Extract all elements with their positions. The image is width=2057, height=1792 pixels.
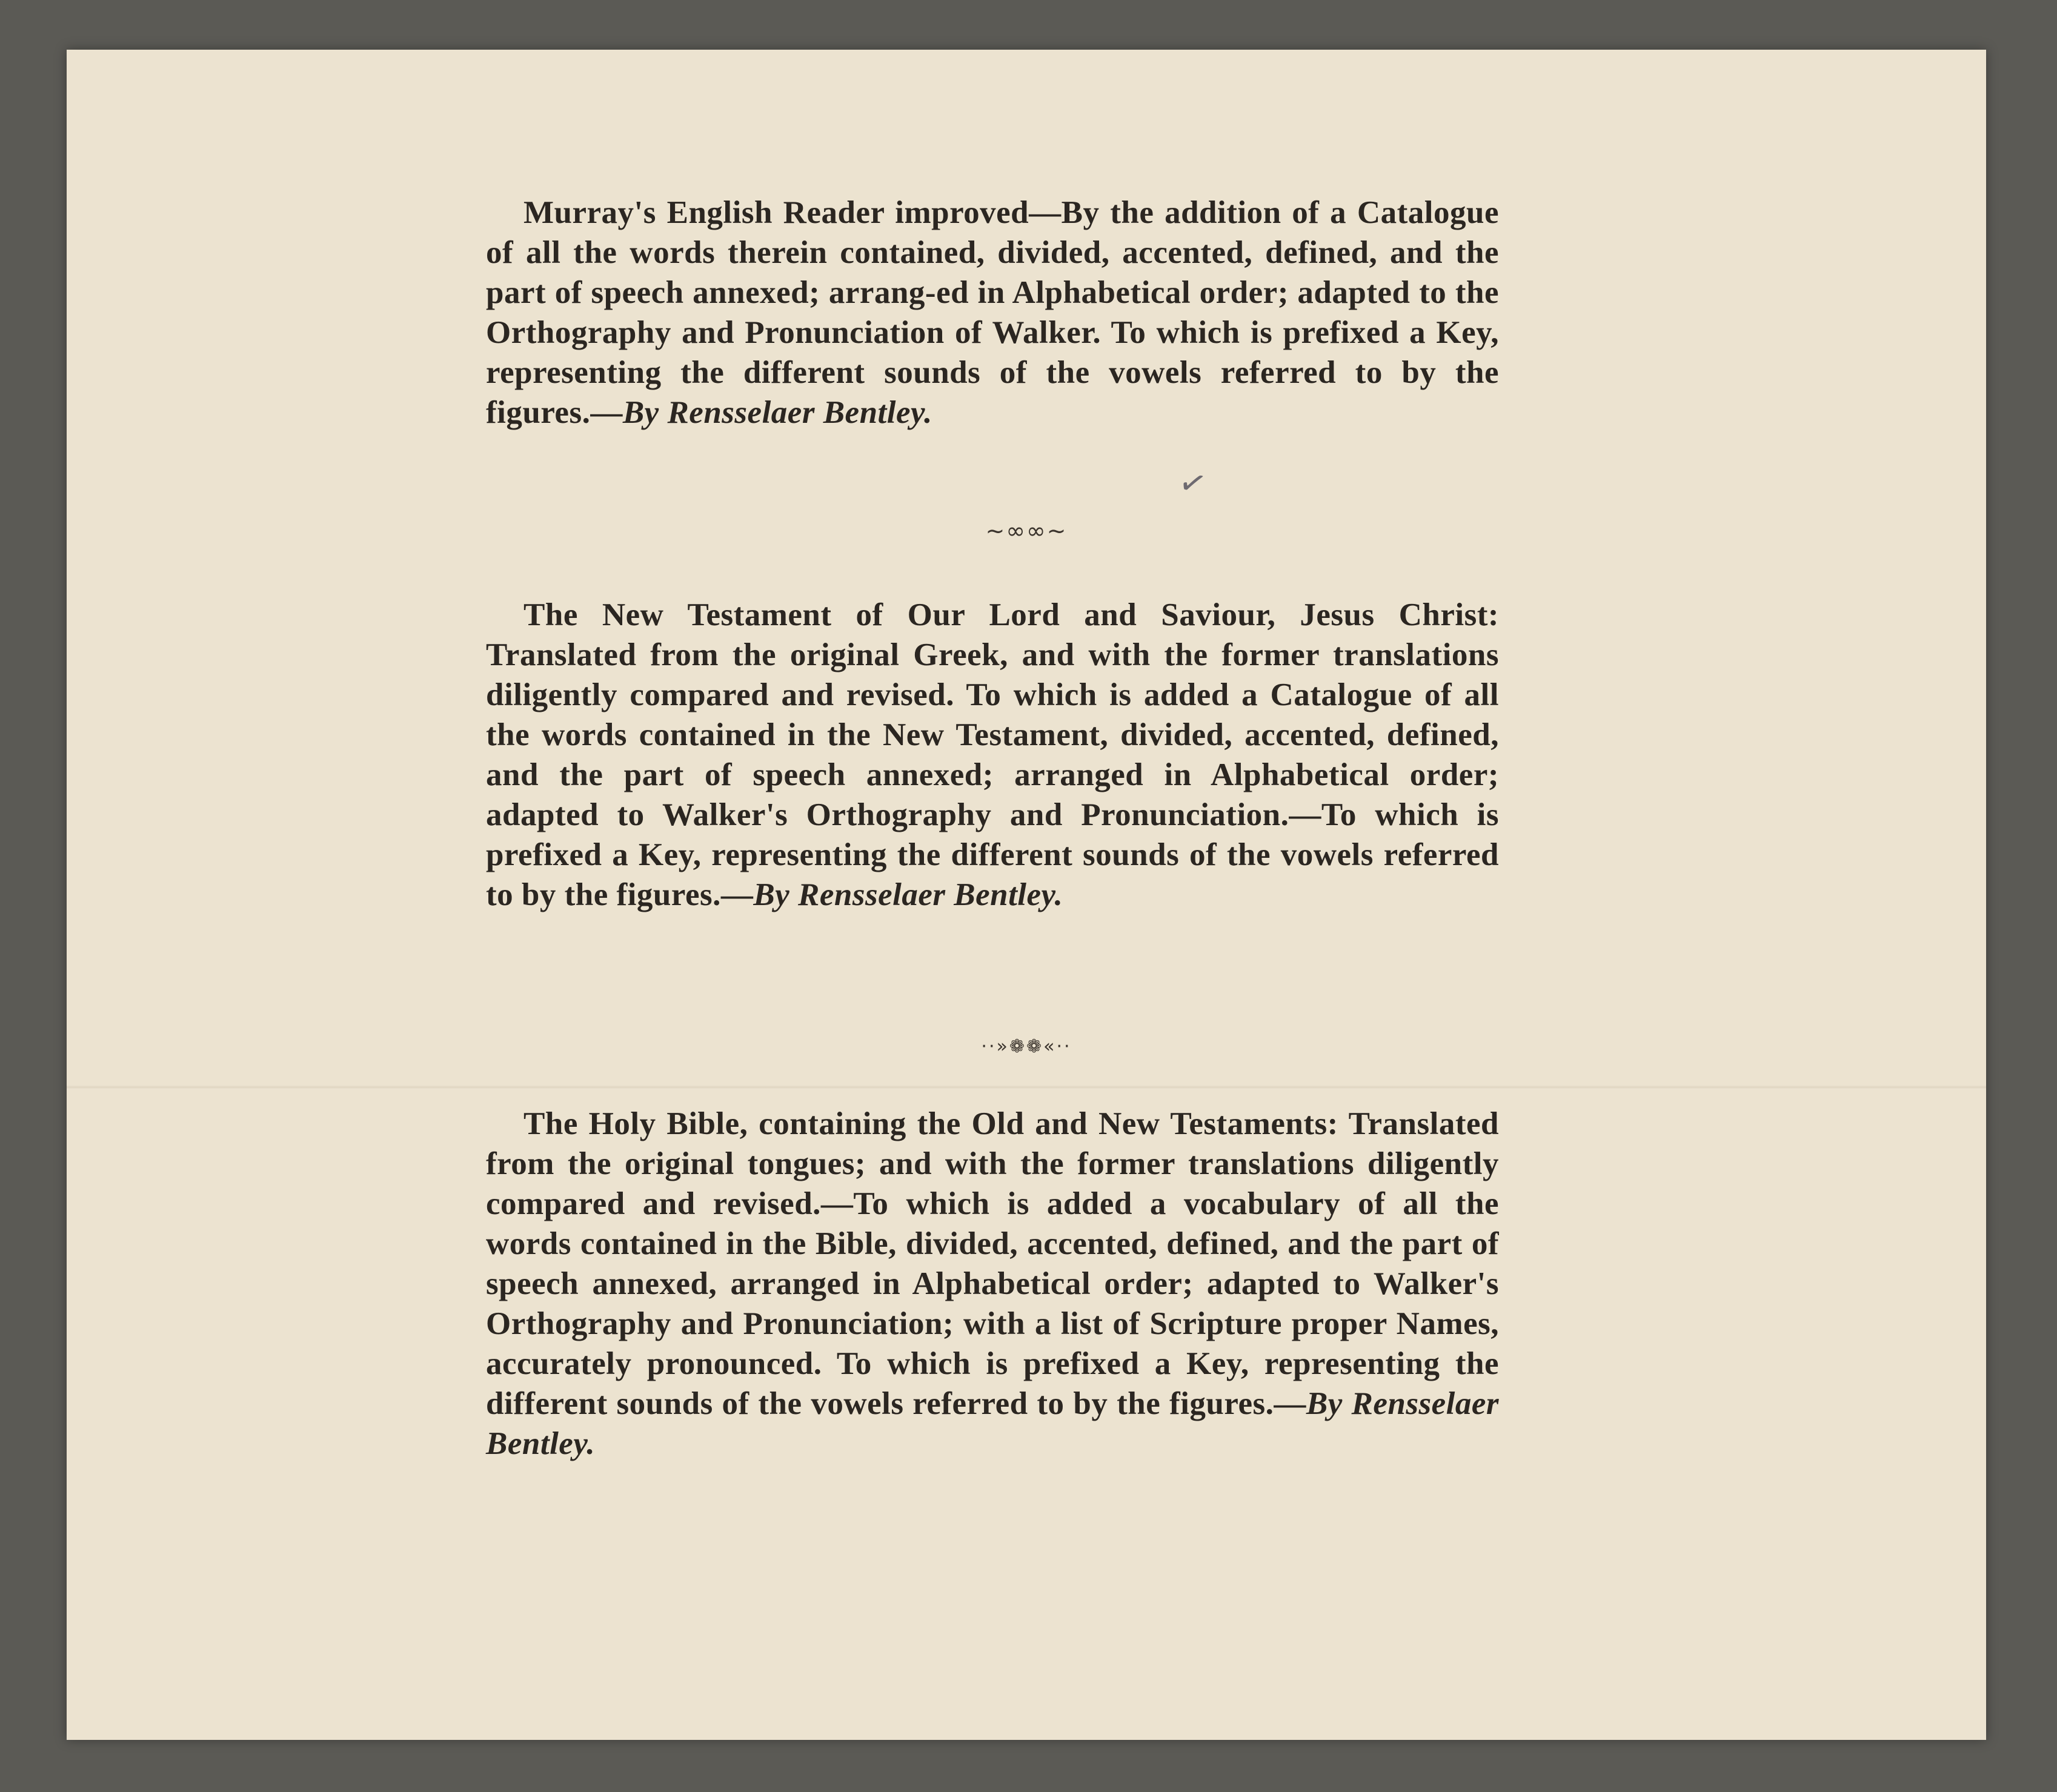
entry-author: By Rensselaer Bentley. [622, 395, 932, 430]
entry-author: By Rensselaer Bentley. [486, 1386, 1499, 1461]
book-entry-holy-bible [486, 1104, 1499, 1464]
book-entry-murrays-english-reader [486, 193, 1499, 433]
ornamental-divider: ~∞∞~ [985, 517, 1068, 544]
entry-text: The Holy Bible, containing the Old and New Testaments: Translated from the original tongues; and with the former translations diligently compared and revised.—To which is added a vocabulary of all the words contained in the Bible, divided, accented, defined, and the part of speech annexed, arranged in Alphabetical order; adapted to Walker's Orthography and Pronunciation; with a list of Scripture proper Names, accurately pronounced. To which is prefixed a Key, representing the different sounds of the vowels referred to by the figures.— [486, 1106, 1499, 1421]
pencil-check-mark: ✓ [1175, 461, 1211, 505]
entry-text: The New Testament of Our Lord and Saviour, Jesus Christ: Translated from the original Greek, and with the former translations diligently compared and revised. To which is added a Catalogue of all the words contained in the New Testament, divided, accented, defined, and the part of speech annexed; arranged in Alphabetical order; adapted to Walker's Orthography and Pronunciation.—To which is prefixed a Key, representing the different sounds of the vowels referred to by the figures.— [486, 597, 1499, 912]
book-entry-new-testament [486, 595, 1499, 915]
ornamental-divider: ··»❁❁«·· [981, 1036, 1072, 1057]
entry-author: By Rensselaer Bentley. [753, 877, 1063, 912]
entry-text: Murray's English Reader improved—By the addition of a Catalogue of all the words therein contained, divided, accented, defined, and the part of speech annexed; arrang-ed in Alphabetical order; adapted to the Orthography and Pronunciation of Walker. To which is prefixed a Key, representing the different sounds of the vowels referred to by the figures.— [486, 195, 1499, 430]
paper-sheet [67, 50, 1986, 1740]
